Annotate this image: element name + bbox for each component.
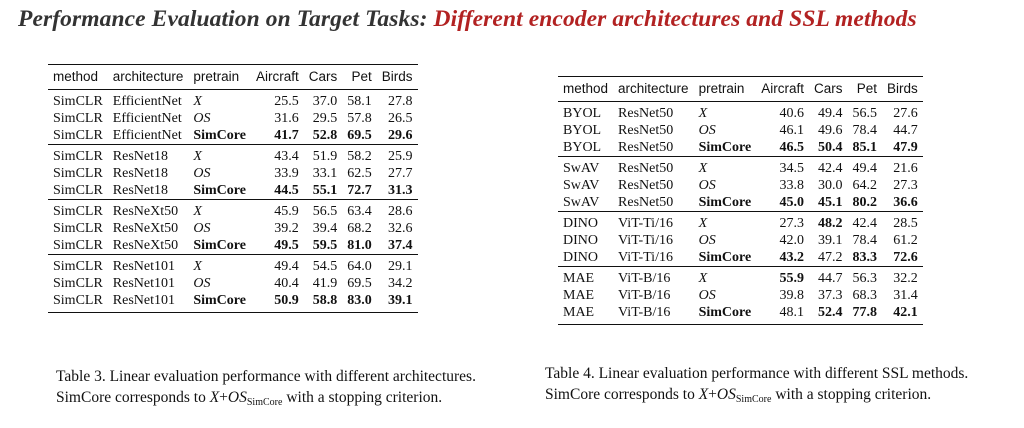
- value-cell: 69.5: [347, 276, 372, 291]
- value-cell: 41.7: [274, 128, 299, 143]
- value-cell: 27.3: [893, 178, 918, 193]
- method-cell: DINO: [558, 212, 613, 233]
- table-4-caption-line2: SimCore corresponds to $X+OS_{SimCore}$ with a stopping criterion.: [545, 386, 932, 405]
- pretrain-cell: X: [188, 90, 251, 111]
- table-3-caption: [56, 366, 476, 413]
- value-cell: 34.2: [388, 276, 413, 291]
- value-cell: 27.6: [882, 102, 923, 123]
- method-cell: SimCLR: [48, 200, 108, 221]
- value-cell: 48.2: [809, 212, 848, 233]
- table-row: [48, 165, 418, 182]
- pretrain-cell: SimCore: [698, 140, 752, 155]
- value-cell: 33.8: [779, 178, 804, 193]
- pretrain-cell: OS: [698, 233, 716, 248]
- value-cell: 45.1: [817, 195, 843, 210]
- table-row: [48, 200, 418, 221]
- method-cell: SwAV: [563, 178, 600, 193]
- value-cell: 30.0: [817, 178, 843, 193]
- table-row: [558, 194, 923, 212]
- value-cell: 31.3: [388, 183, 413, 198]
- architecture-cell: ResNet18: [108, 145, 189, 166]
- value-cell: 64.2: [852, 178, 877, 193]
- method-cell: SwAV: [558, 157, 613, 178]
- architecture-cell: ResNet50: [618, 178, 674, 193]
- value-cell: 42.4: [847, 212, 882, 233]
- architecture-cell: ResNet101: [112, 276, 176, 291]
- table-row: [48, 292, 418, 313]
- table-3-caption-line2: SimCore corresponds to $X+OS_{SimCore}$ with a stopping criterion.: [56, 389, 443, 408]
- value-cell: 49.4: [847, 157, 882, 178]
- architecture-cell: ResNeXt50: [112, 238, 179, 253]
- method-cell: SimCLR: [53, 166, 103, 181]
- column-header: Birds: [882, 77, 923, 102]
- header-row: [558, 77, 923, 102]
- value-cell: 68.3: [852, 288, 877, 303]
- value-cell: 80.2: [852, 195, 877, 210]
- value-cell: 54.5: [304, 255, 343, 276]
- value-cell: 85.1: [852, 140, 877, 155]
- value-cell: 21.6: [882, 157, 923, 178]
- pretrain-cell: X: [694, 157, 757, 178]
- architecture-cell: EfficientNet: [108, 90, 189, 111]
- architecture-cell: EfficientNet: [112, 128, 182, 143]
- architecture-cell: ResNet50: [618, 123, 674, 138]
- method-cell: DINO: [563, 250, 598, 265]
- table-row: [558, 177, 923, 194]
- value-cell: 39.4: [312, 221, 338, 236]
- value-cell: 39.2: [274, 221, 299, 236]
- value-cell: 29.1: [377, 255, 418, 276]
- value-cell: 31.6: [274, 111, 299, 126]
- value-cell: 32.6: [388, 221, 413, 236]
- method-cell: BYOL: [563, 123, 602, 138]
- architecture-cell: ResNet101: [108, 292, 189, 313]
- pretrain-cell: SimCore: [698, 195, 752, 210]
- column-header: method: [558, 77, 613, 102]
- value-cell: 58.2: [342, 145, 377, 166]
- method-cell: SimCLR: [48, 255, 108, 276]
- value-cell: 44.7: [809, 267, 848, 288]
- table-row: [48, 255, 418, 276]
- pretrain-cell: X: [694, 267, 757, 288]
- value-cell: 44.7: [893, 123, 918, 138]
- value-cell: 31.4: [893, 288, 918, 303]
- table-row: [48, 237, 418, 255]
- architecture-cell: ResNet101: [108, 255, 189, 276]
- value-cell: 39.1: [817, 233, 843, 248]
- slide-title-highlight: Different encoder architectures and SSL methods: [433, 6, 917, 32]
- value-cell: 39.8: [779, 288, 804, 303]
- architecture-cell: ResNet50: [618, 195, 674, 210]
- pretrain-cell: X: [188, 145, 251, 166]
- table-row: [48, 90, 418, 111]
- value-cell: 81.0: [347, 238, 372, 253]
- architecture-cell: ResNeXt50: [112, 221, 179, 236]
- method-cell: SimCLR: [53, 111, 103, 126]
- value-cell: 50.4: [817, 140, 843, 155]
- pretrain-cell: OS: [698, 288, 716, 303]
- column-header: Pet: [847, 77, 882, 102]
- value-cell: 27.8: [377, 90, 418, 111]
- table3-grid: [48, 64, 418, 313]
- value-cell: 29.5: [312, 111, 338, 126]
- value-cell: 37.0: [304, 90, 343, 111]
- architecture-cell: ResNet18: [112, 166, 169, 181]
- pretrain-cell: SimCore: [193, 128, 246, 143]
- pretrain-cell: SimCore: [188, 292, 251, 313]
- slide-title: [18, 6, 917, 33]
- pretrain-cell: SimCore: [193, 183, 246, 198]
- value-cell: 26.5: [388, 111, 413, 126]
- value-cell: 83.3: [852, 250, 877, 265]
- architecture-cell: ViT-B/16: [613, 304, 694, 325]
- value-cell: 56.5: [847, 102, 882, 123]
- column-header: Aircraft: [756, 77, 809, 102]
- method-cell: SimCLR: [53, 238, 103, 253]
- value-cell: 64.0: [342, 255, 377, 276]
- value-cell: 49.4: [809, 102, 848, 123]
- column-header: Aircraft: [251, 65, 304, 90]
- pretrain-cell: OS: [193, 221, 211, 236]
- method-cell: BYOL: [563, 140, 602, 155]
- table-row: [558, 122, 923, 139]
- value-cell: 28.6: [377, 200, 418, 221]
- header-row: [48, 65, 418, 90]
- value-cell: 49.6: [817, 123, 843, 138]
- value-cell: 40.4: [274, 276, 299, 291]
- value-cell: 46.5: [779, 140, 804, 155]
- table-4: [558, 76, 923, 325]
- architecture-cell: ResNet50: [613, 157, 694, 178]
- column-header: architecture: [108, 65, 189, 90]
- value-cell: 43.2: [779, 250, 804, 265]
- value-cell: 25.5: [251, 90, 304, 111]
- value-cell: 59.5: [312, 238, 338, 253]
- value-cell: 52.8: [312, 128, 338, 143]
- method-cell: MAE: [563, 288, 595, 303]
- table-row: [48, 127, 418, 145]
- table4-grid: [558, 76, 923, 325]
- architecture-cell: ViT-B/16: [613, 267, 694, 288]
- value-cell: 57.8: [347, 111, 372, 126]
- value-cell: 25.9: [377, 145, 418, 166]
- pretrain-cell: OS: [193, 166, 211, 181]
- table-row: [558, 232, 923, 249]
- value-cell: 49.5: [274, 238, 299, 253]
- pretrain-cell: SimCore: [698, 250, 752, 265]
- column-header: Birds: [377, 65, 418, 90]
- value-cell: 61.2: [893, 233, 918, 248]
- value-cell: 37.4: [388, 238, 413, 253]
- table-3-caption-line1: Table 3. Linear evaluation performance with different architectures.: [56, 368, 476, 385]
- value-cell: 83.0: [342, 292, 377, 313]
- value-cell: 41.9: [312, 276, 338, 291]
- table-4-caption: [545, 363, 968, 410]
- pretrain-cell: X: [188, 200, 251, 221]
- pretrain-cell: X: [694, 212, 757, 233]
- value-cell: 58.8: [304, 292, 343, 313]
- pretrain-cell: OS: [193, 276, 211, 291]
- value-cell: 55.9: [756, 267, 809, 288]
- value-cell: 72.7: [347, 183, 372, 198]
- value-cell: 72.6: [893, 250, 918, 265]
- value-cell: 32.2: [882, 267, 923, 288]
- value-cell: 27.7: [388, 166, 413, 181]
- method-cell: SimCLR: [48, 90, 108, 111]
- value-cell: 48.1: [756, 304, 809, 325]
- value-cell: 45.9: [251, 200, 304, 221]
- value-cell: 42.4: [809, 157, 848, 178]
- pretrain-cell: OS: [698, 123, 716, 138]
- value-cell: 36.6: [893, 195, 918, 210]
- value-cell: 33.1: [312, 166, 338, 181]
- table-row: [558, 249, 923, 267]
- method-cell: SimCLR: [53, 128, 103, 143]
- column-header: pretrain: [694, 77, 757, 102]
- architecture-cell: ResNet50: [618, 140, 674, 155]
- value-cell: 50.9: [251, 292, 304, 313]
- pretrain-cell: X: [694, 102, 757, 123]
- value-cell: 52.4: [809, 304, 848, 325]
- method-cell: SimCLR: [53, 276, 103, 291]
- value-cell: 45.0: [779, 195, 804, 210]
- value-cell: 33.9: [274, 166, 299, 181]
- value-cell: 56.3: [847, 267, 882, 288]
- table-row: [558, 267, 923, 288]
- table-row: [48, 275, 418, 292]
- slide-title-prefix: Performance Evaluation on Target Tasks:: [18, 6, 428, 32]
- value-cell: 68.2: [347, 221, 372, 236]
- table-4-caption-line1: Table 4. Linear evaluation performance with different SSL methods.: [545, 365, 969, 382]
- value-cell: 78.4: [852, 123, 877, 138]
- value-cell: 63.4: [342, 200, 377, 221]
- value-cell: 56.5: [304, 200, 343, 221]
- architecture-cell: ViT-Ti/16: [618, 233, 673, 248]
- column-header: Pet: [342, 65, 377, 90]
- value-cell: 42.1: [882, 304, 923, 325]
- value-cell: 51.9: [304, 145, 343, 166]
- method-cell: SimCLR: [48, 292, 108, 313]
- value-cell: 46.1: [779, 123, 804, 138]
- value-cell: 47.9: [893, 140, 918, 155]
- architecture-cell: ViT-Ti/16: [618, 250, 673, 265]
- table-row: [48, 110, 418, 127]
- table-row: [558, 157, 923, 178]
- value-cell: 39.1: [377, 292, 418, 313]
- architecture-cell: ResNet18: [112, 183, 169, 198]
- column-header: Cars: [304, 65, 343, 90]
- column-header: pretrain: [188, 65, 251, 90]
- table-row: [558, 102, 923, 123]
- table-3: [48, 64, 418, 313]
- value-cell: 43.4: [251, 145, 304, 166]
- table-row: [558, 212, 923, 233]
- value-cell: 47.2: [817, 250, 843, 265]
- table-row: [558, 139, 923, 157]
- value-cell: 44.5: [274, 183, 299, 198]
- column-header: method: [48, 65, 108, 90]
- column-header: architecture: [613, 77, 694, 102]
- value-cell: 37.3: [817, 288, 843, 303]
- method-cell: MAE: [558, 304, 613, 325]
- value-cell: 49.4: [251, 255, 304, 276]
- pretrain-cell: OS: [698, 178, 716, 193]
- pretrain-cell: SimCore: [193, 238, 246, 253]
- method-cell: DINO: [563, 233, 598, 248]
- architecture-cell: ResNeXt50: [108, 200, 189, 221]
- value-cell: 40.6: [756, 102, 809, 123]
- method-cell: SwAV: [563, 195, 600, 210]
- value-cell: 58.1: [342, 90, 377, 111]
- value-cell: 34.5: [756, 157, 809, 178]
- value-cell: 27.3: [756, 212, 809, 233]
- table-row: [558, 304, 923, 325]
- pretrain-cell: SimCore: [694, 304, 757, 325]
- value-cell: 78.4: [852, 233, 877, 248]
- value-cell: 29.6: [388, 128, 413, 143]
- architecture-cell: ViT-Ti/16: [613, 212, 694, 233]
- value-cell: 28.5: [882, 212, 923, 233]
- architecture-cell: ResNet50: [613, 102, 694, 123]
- table-row: [48, 182, 418, 200]
- value-cell: 42.0: [779, 233, 804, 248]
- pretrain-cell: OS: [193, 111, 211, 126]
- value-cell: 69.5: [347, 128, 372, 143]
- column-header: Cars: [809, 77, 848, 102]
- value-cell: 62.5: [347, 166, 372, 181]
- method-cell: SimCLR: [48, 145, 108, 166]
- method-cell: BYOL: [558, 102, 613, 123]
- method-cell: SimCLR: [53, 183, 103, 198]
- table-row: [48, 220, 418, 237]
- value-cell: 77.8: [847, 304, 882, 325]
- value-cell: 55.1: [312, 183, 338, 198]
- table-row: [48, 145, 418, 166]
- method-cell: MAE: [558, 267, 613, 288]
- architecture-cell: ViT-B/16: [618, 288, 671, 303]
- table-row: [558, 287, 923, 304]
- architecture-cell: EfficientNet: [112, 111, 182, 126]
- method-cell: SimCLR: [53, 221, 103, 236]
- pretrain-cell: X: [188, 255, 251, 276]
